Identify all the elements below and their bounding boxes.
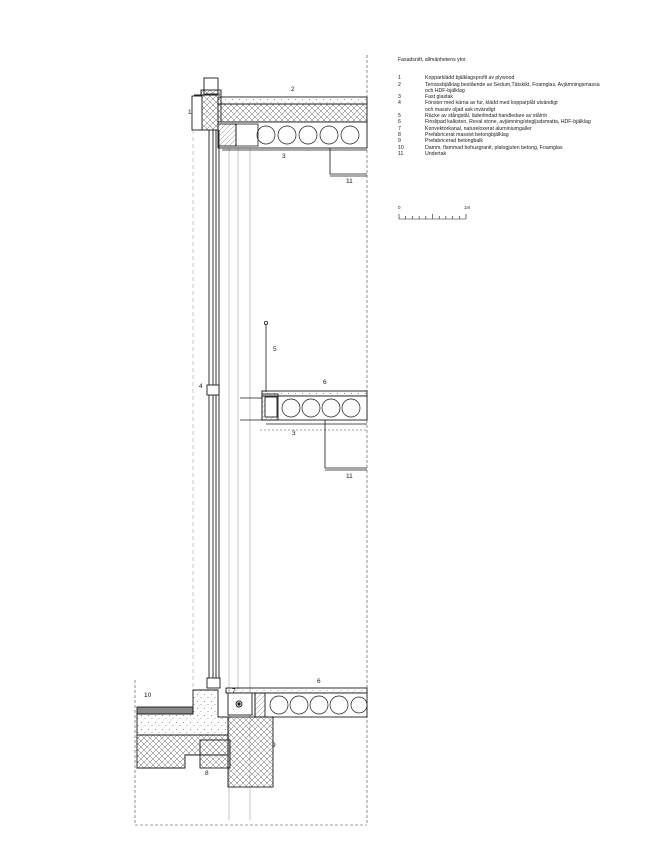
callout-5: 5 bbox=[273, 346, 277, 353]
legend-item bbox=[398, 100, 600, 113]
legend-text: Undertak bbox=[425, 150, 447, 157]
callout-1: 1 bbox=[188, 109, 192, 116]
legend-number: 10 bbox=[398, 144, 404, 151]
callout-7: 7 bbox=[232, 688, 236, 695]
legend bbox=[398, 57, 600, 157]
legend-text: Räcke av stångstål, läderlindad handledare av stålrör bbox=[425, 113, 548, 120]
legend-item bbox=[398, 82, 600, 95]
railing bbox=[264, 321, 267, 392]
callout-8: 8 bbox=[205, 770, 209, 777]
legend-number: 8 bbox=[398, 131, 401, 138]
roof-slab-hollow-cores bbox=[257, 126, 359, 144]
callout-11-top: 11 bbox=[346, 178, 353, 185]
callout-4: 4 bbox=[199, 383, 203, 390]
scale-start-label: 0 bbox=[398, 205, 401, 210]
legend-number: 4 bbox=[398, 100, 401, 107]
legend-text: Fast glastak bbox=[425, 94, 453, 101]
legend-number: 6 bbox=[398, 119, 401, 126]
legend-number: 7 bbox=[398, 125, 401, 132]
callout-6-mid: 6 bbox=[323, 379, 327, 386]
legend-number: 5 bbox=[398, 113, 401, 120]
scale-bar-ticks bbox=[398, 211, 470, 227]
legend-text: Kopparklädd bjälklagsprofil av plywood bbox=[425, 75, 515, 82]
legend-number: 1 bbox=[398, 75, 401, 82]
callout-2: 2 bbox=[291, 86, 295, 93]
callout-9: 9 bbox=[272, 742, 276, 749]
window-frame bbox=[207, 130, 220, 688]
legend-number: 2 bbox=[398, 81, 401, 88]
legend-text: Damm, flammad bohusgranit, platsgjuten betong, Foamglas bbox=[425, 144, 563, 151]
legend-text: Prefabricerat massivt betongbjälklag bbox=[425, 131, 509, 138]
legend-text: Fönster med kärna av fur, klädd med kopparplåt utvändigt och massiv oljad ask invändigt bbox=[425, 100, 558, 113]
parapet-copper-profile bbox=[192, 78, 221, 130]
legend-number: 9 bbox=[398, 138, 401, 145]
callout-6-bottom: 6 bbox=[317, 678, 321, 685]
convector-channel bbox=[228, 693, 252, 715]
callout-10: 10 bbox=[144, 692, 152, 699]
legend-text: Prefabricerad betongbalk bbox=[425, 138, 483, 145]
legend-number: 11 bbox=[398, 150, 404, 157]
callout-11-mid: 11 bbox=[346, 473, 353, 480]
legend-text: Terrassbjälklag bestående av Sedum,Tätskikt, Foamglas, Avjämningsmassa och HDF-bjälklag bbox=[425, 81, 600, 94]
scale-end-label: 1m bbox=[464, 205, 471, 210]
legend-title: Fasadsnitt, allmänhetens ytor bbox=[398, 57, 466, 63]
legend-item bbox=[398, 151, 600, 157]
legend-text: Finslipad kalksten, Reval stone, avjämning/stegljudsmatta, HDF-bjälklag bbox=[425, 119, 591, 126]
callout-3-mid: 3 bbox=[292, 430, 296, 437]
legend-text: Konvektorkanal, natureloxerat aluminiumgaller bbox=[425, 125, 532, 132]
callout-3-top: 3 bbox=[282, 153, 286, 160]
legend-number: 3 bbox=[398, 94, 401, 101]
